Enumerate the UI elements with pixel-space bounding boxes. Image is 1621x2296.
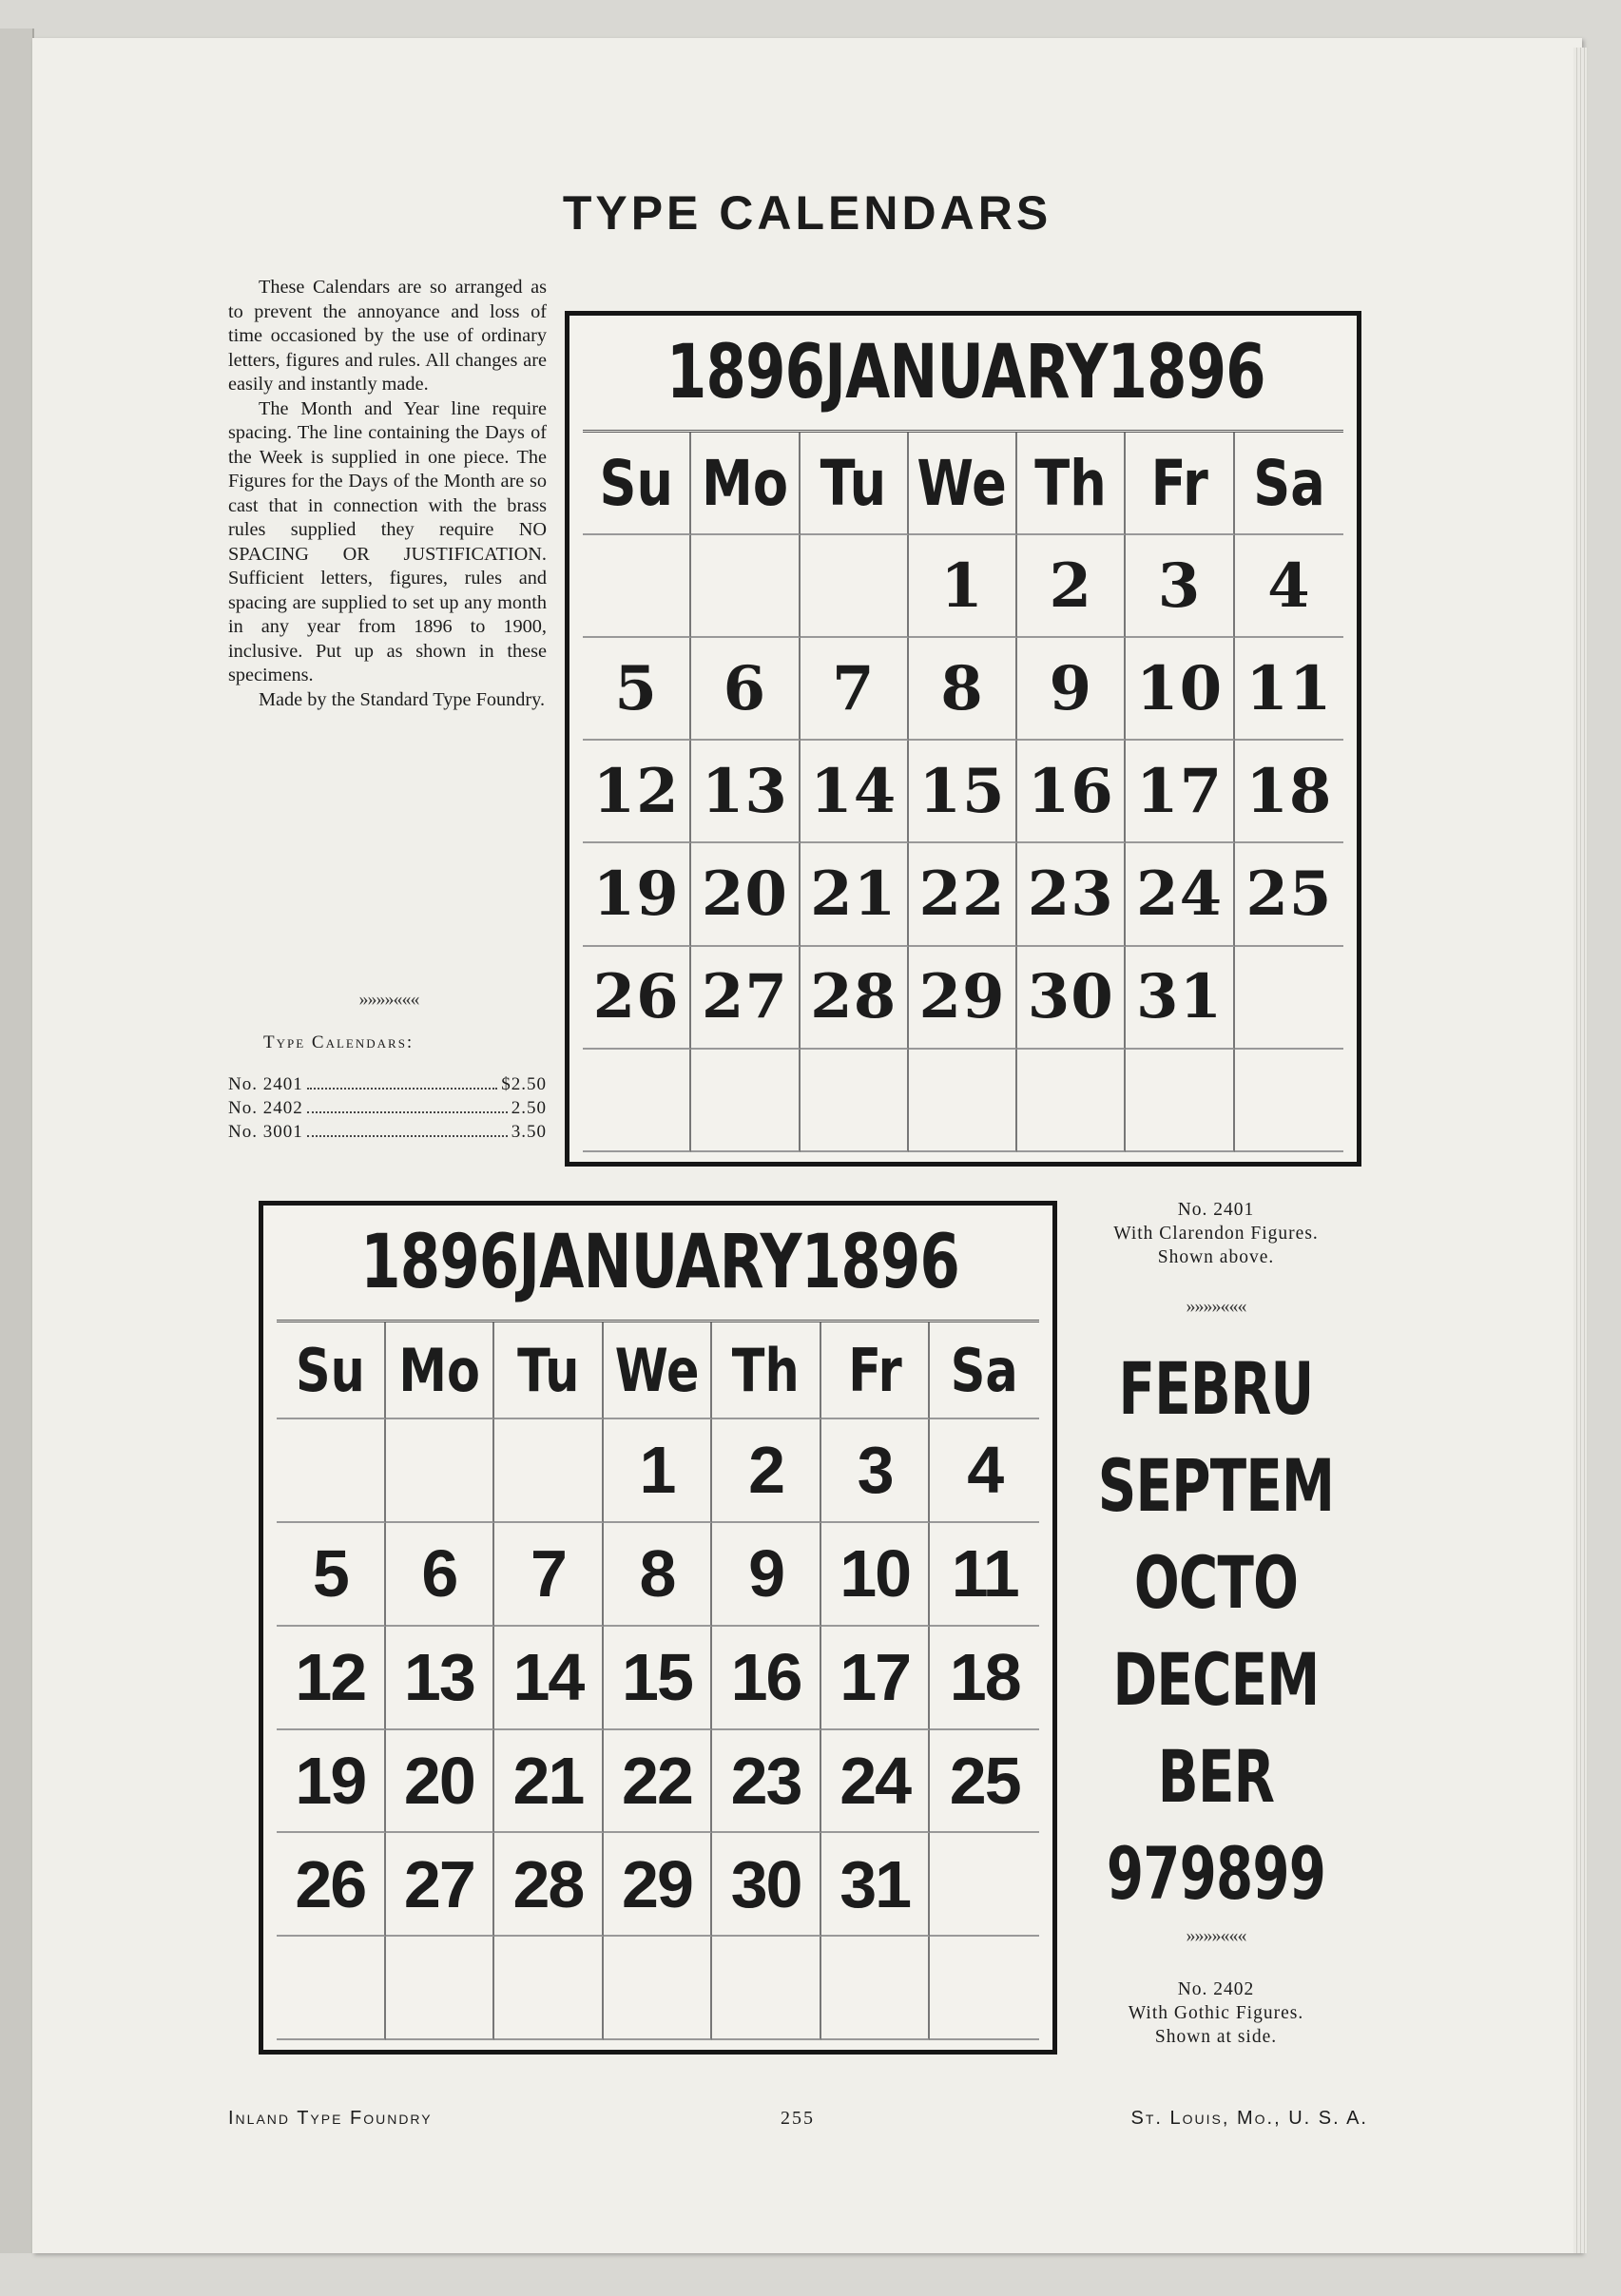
specimen-line: FEBRU: [1118, 1346, 1314, 1431]
day-of-week-label: We: [917, 446, 1008, 520]
date-cell: 4: [1235, 535, 1343, 638]
day-of-week-label: Fr: [847, 1335, 902, 1405]
date-cell: 16: [1017, 741, 1126, 843]
date-cell: 20: [386, 1730, 495, 1834]
day-of-week-label: Su: [599, 446, 673, 520]
page-title: TYPE CALENDARS: [562, 186, 1052, 240]
price-heading: Type Calendars:: [263, 1032, 415, 1052]
day-of-week-label: Su: [295, 1335, 365, 1405]
description-text: [228, 276, 547, 712]
date-cell: 11: [1235, 638, 1343, 741]
page-edges: [1573, 48, 1587, 2253]
year-left: 1896: [360, 1219, 519, 1305]
day-of-week-cell: [1017, 433, 1126, 535]
date-cell: [801, 535, 909, 638]
specimen-line: 979899: [1106, 1831, 1326, 1916]
calendar-header: [360, 1217, 960, 1307]
date-cell: 15: [604, 1627, 713, 1730]
day-of-week-cell: [604, 1322, 713, 1419]
day-of-week-label: Fr: [1150, 446, 1208, 520]
description-paragraph: The Month and Year line require spacing. The line containing the Days of the Week is supplied in one piece. The Figures for the Days of the Month are so cast that in connection with the brass rules supplied they require NO SPACING OR JUSTIFICATION. Sufficient letters, figures, rules and spacing are supplied to set up any month in any year from 1896 to 1900, inclusive. Put up as shown in these specimens.: [228, 397, 547, 685]
page-number: 255: [781, 2108, 815, 2129]
price-row: No. 3001 3.50: [228, 1122, 547, 1142]
day-of-week-label: Th: [1034, 446, 1107, 520]
date-cell: 1: [909, 535, 1017, 638]
date-cell: 19: [277, 1730, 386, 1834]
price-row: No. 2402 2.50: [228, 1098, 547, 1118]
date-cell: 16: [712, 1627, 821, 1730]
date-cell: 9: [712, 1523, 821, 1627]
date-cell: [930, 1937, 1039, 2040]
caption-line: Shown above.: [1157, 1247, 1275, 1267]
date-cell: [909, 1050, 1017, 1152]
date-cell: 4: [930, 1419, 1039, 1523]
date-cell: 24: [1126, 843, 1234, 946]
date-cell: 6: [691, 638, 800, 741]
calendar-grid: [277, 1320, 1039, 2040]
date-cell: 7: [801, 638, 909, 741]
ornament-divider: »»»»«««: [1186, 1296, 1246, 1317]
caption-2401: [1050, 1198, 1382, 1269]
date-cell: 5: [277, 1523, 386, 1627]
date-cell: 27: [386, 1833, 495, 1937]
date-cell: 31: [1126, 947, 1234, 1050]
date-cell: [386, 1419, 495, 1523]
day-of-week-label: Tu: [516, 1335, 580, 1405]
date-cell: [691, 1050, 800, 1152]
date-cell: 14: [801, 741, 909, 843]
date-cell: 30: [1017, 947, 1126, 1050]
date-cell: 2: [1017, 535, 1126, 638]
specimen-line: BER: [1157, 1734, 1275, 1819]
calendar-clarendon: [565, 311, 1361, 1167]
date-cell: [1235, 1050, 1343, 1152]
day-of-week-cell: [801, 433, 909, 535]
day-of-week-cell: [712, 1322, 821, 1419]
day-of-week-cell: [1235, 433, 1343, 535]
book-spine: [0, 29, 34, 2253]
day-of-week-label: Tu: [820, 446, 887, 520]
day-of-week-cell: [583, 433, 691, 535]
date-cell: 13: [386, 1627, 495, 1730]
date-cell: 13: [691, 741, 800, 843]
date-cell: [583, 1050, 691, 1152]
day-of-week-cell: [930, 1322, 1039, 1419]
calendar-header: [666, 327, 1265, 417]
date-cell: 29: [604, 1833, 713, 1937]
caption-line: Shown at side.: [1154, 2027, 1278, 2047]
date-cell: 17: [1126, 741, 1234, 843]
date-cell: 3: [821, 1419, 931, 1523]
date-cell: [386, 1937, 495, 2040]
date-cell: 19: [583, 843, 691, 946]
date-cell: 10: [821, 1523, 931, 1627]
day-of-week-label: Mo: [701, 446, 788, 520]
gothic-specimen: [1054, 1341, 1378, 1922]
specimen-line: OCTO: [1133, 1540, 1299, 1625]
caption-line: With Clarendon Figures.: [1113, 1224, 1319, 1244]
specimen-line: SEPTEM: [1097, 1443, 1335, 1528]
date-cell: 25: [930, 1730, 1039, 1834]
date-cell: 24: [821, 1730, 931, 1834]
date-cell: 25: [1235, 843, 1343, 946]
date-cell: 30: [712, 1833, 821, 1937]
day-of-week-label: Mo: [398, 1335, 480, 1405]
date-cell: 31: [821, 1833, 931, 1937]
date-cell: 21: [494, 1730, 604, 1834]
date-cell: [821, 1937, 931, 2040]
date-cell: [1017, 1050, 1126, 1152]
date-cell: [691, 535, 800, 638]
day-of-week-cell: [909, 433, 1017, 535]
day-of-week-label: Th: [732, 1335, 801, 1405]
date-cell: 27: [691, 947, 800, 1050]
date-cell: [801, 1050, 909, 1152]
date-cell: [1126, 1050, 1234, 1152]
caption-line: No. 2401: [1177, 1200, 1255, 1220]
date-cell: 7: [494, 1523, 604, 1627]
date-cell: [494, 1937, 604, 2040]
description-paragraph: These Calendars are so arranged as to prevent the annoyance and loss of time occasioned by the use of ordinary letters, figures and rules. All changes are easily and instantly made.: [228, 277, 547, 395]
year-right: 1896: [801, 1219, 960, 1305]
date-cell: 8: [604, 1523, 713, 1627]
price-row: No. 2401 $2.50: [228, 1074, 547, 1094]
date-cell: [604, 1937, 713, 2040]
month-name: JANUARY: [824, 329, 1108, 415]
day-of-week-label: We: [614, 1335, 700, 1405]
calendar-gothic: [259, 1201, 1057, 2055]
day-of-week-cell: [494, 1322, 604, 1419]
date-cell: 23: [1017, 843, 1126, 946]
year-right: 1896: [1107, 329, 1265, 415]
date-cell: 26: [583, 947, 691, 1050]
date-cell: 22: [604, 1730, 713, 1834]
date-cell: 10: [1126, 638, 1234, 741]
date-cell: 5: [583, 638, 691, 741]
caption-2402: [1050, 1978, 1382, 2049]
date-cell: 1: [604, 1419, 713, 1523]
date-cell: 14: [494, 1627, 604, 1730]
date-cell: 6: [386, 1523, 495, 1627]
calendar-grid: [583, 430, 1343, 1152]
date-cell: [494, 1419, 604, 1523]
date-cell: 28: [801, 947, 909, 1050]
day-of-week-cell: [386, 1322, 495, 1419]
date-cell: 8: [909, 638, 1017, 741]
catalog-page: [32, 38, 1582, 2253]
date-cell: 22: [909, 843, 1017, 946]
date-cell: 26: [277, 1833, 386, 1937]
description-paragraph: Made by the Standard Type Foundry.: [259, 688, 546, 710]
date-cell: 20: [691, 843, 800, 946]
day-of-week-label: Sa: [1253, 446, 1325, 520]
date-cell: [277, 1419, 386, 1523]
date-cell: [1235, 947, 1343, 1050]
date-cell: 21: [801, 843, 909, 946]
ornament-divider: »»»»«««: [358, 989, 419, 1010]
caption-line: No. 2402: [1177, 1979, 1255, 1999]
date-cell: 18: [1235, 741, 1343, 843]
date-cell: [930, 1833, 1039, 1937]
date-cell: 28: [494, 1833, 604, 1937]
day-of-week-cell: [691, 433, 800, 535]
date-cell: 11: [930, 1523, 1039, 1627]
date-cell: [277, 1937, 386, 2040]
date-cell: 23: [712, 1730, 821, 1834]
specimen-line: DECEM: [1112, 1637, 1320, 1722]
ornament-divider: »»»»«««: [1186, 1925, 1246, 1946]
date-cell: [583, 535, 691, 638]
caption-line: With Gothic Figures.: [1128, 2003, 1304, 2023]
date-cell: 15: [909, 741, 1017, 843]
footer-location: St. Louis, Mo., U. S. A.: [1130, 2108, 1368, 2129]
date-cell: 29: [909, 947, 1017, 1050]
year-left: 1896: [666, 329, 825, 415]
date-cell: [712, 1937, 821, 2040]
date-cell: 9: [1017, 638, 1126, 741]
price-list: [228, 1072, 547, 1144]
date-cell: 12: [583, 741, 691, 843]
day-of-week-cell: [277, 1322, 386, 1419]
date-cell: 3: [1126, 535, 1234, 638]
day-of-week-label: Sa: [951, 1335, 1019, 1405]
footer-publisher: Inland Type Foundry: [228, 2108, 433, 2129]
date-cell: 17: [821, 1627, 931, 1730]
day-of-week-cell: [821, 1322, 931, 1419]
date-cell: 12: [277, 1627, 386, 1730]
date-cell: 18: [930, 1627, 1039, 1730]
month-name: JANUARY: [518, 1219, 801, 1305]
date-cell: 2: [712, 1419, 821, 1523]
day-of-week-cell: [1126, 433, 1234, 535]
